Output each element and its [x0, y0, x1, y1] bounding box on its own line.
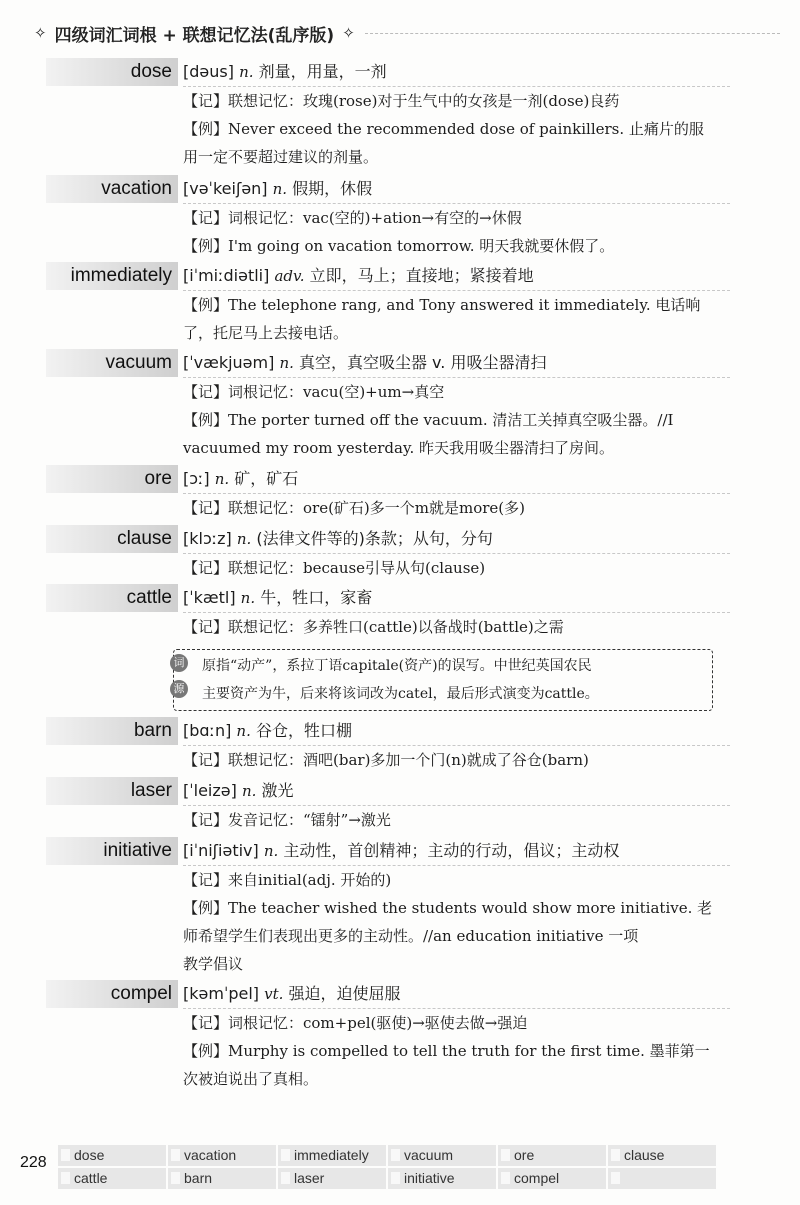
entry-line: 【记】联想记忆：玫瑰(rose)对于生气中的女孩是一剂(dose)良药	[183, 92, 620, 110]
part-of-speech: n.	[263, 842, 279, 860]
vocab-entry	[0, 584, 800, 711]
entry-line: 【例】Murphy is compelled to tell the truth for the first time. 墨菲第一	[183, 1042, 710, 1060]
entry-line: 【记】词根记忆：vac(空的)+ation→有空的→休假	[183, 209, 522, 227]
book-title: 四级词汇词根 + 联想记忆法(乱序版)	[54, 25, 335, 46]
vocab-entry	[0, 58, 800, 171]
part-of-speech: n.	[241, 782, 257, 800]
index-cell: vacuum	[388, 1145, 496, 1166]
vocab-entry	[0, 525, 800, 582]
headword: laser	[46, 777, 178, 805]
word-index	[58, 1145, 716, 1189]
headword: immediately	[46, 262, 178, 290]
part-of-speech: n.	[279, 354, 294, 372]
headword: ore	[46, 465, 178, 493]
meaning: 立即，马上；直接地；紧接着地	[309, 266, 534, 285]
etymology-line: 原指“动产”，系拉丁语capitale(资产)的误写。中世纪英国农民	[202, 658, 592, 674]
phonetic: [iˈniʃiətiv]	[183, 841, 259, 860]
part-of-speech: n.	[240, 589, 256, 607]
entry-line: 【记】联想记忆：酒吧(bar)多加一个门(n)就成了谷仓(barn)	[183, 751, 589, 769]
vocab-entry	[0, 349, 800, 462]
entry-headline	[183, 584, 730, 613]
entry-line: 【例】Never exceed the recommended dose of painkillers. 止痛片的服	[183, 120, 704, 138]
vocab-entry	[0, 777, 800, 834]
entry-line: 【记】词根记忆：vacu(空)+um→真空	[183, 383, 445, 401]
phonetic: [iˈmiːdiətli]	[183, 266, 270, 285]
etymology-line: 主要资产为牛，后来将该词改为catel，最后形式演变为cattle。	[202, 686, 599, 702]
entry-headline	[183, 465, 730, 494]
phonetic: [ˈvækjuəm]	[183, 353, 275, 372]
entry-line: 【记】来自initial(adj. 开始的)	[183, 871, 392, 889]
index-cell: cattle	[58, 1168, 166, 1189]
phonetic: [ˈleizə]	[183, 781, 237, 800]
meaning: 真空，真空吸尘器 v. 用吸尘器清扫	[298, 353, 547, 372]
part-of-speech: n.	[236, 722, 251, 740]
phonetic: [klɔːz]	[183, 529, 232, 548]
index-cell: clause	[608, 1145, 716, 1166]
entry-line: 教学倡议	[183, 955, 244, 973]
meaning: 强迫，迫使屈服	[288, 984, 401, 1003]
vocab-entry	[0, 837, 800, 978]
entry-headline	[183, 262, 730, 291]
index-cell: vacation	[168, 1145, 276, 1166]
entry-line: 【例】The teacher wished the students would show more initiative. 老	[183, 899, 713, 917]
vocab-entry	[0, 175, 800, 260]
part-of-speech: n.	[239, 63, 254, 81]
etymology-box	[173, 649, 713, 711]
meaning: 假期，休假	[292, 179, 373, 198]
phonetic: [ɔː]	[183, 469, 210, 488]
meaning: 主动性，首创精神；主动的行动，倡议；主动权	[283, 841, 620, 860]
index-cell: dose	[58, 1145, 166, 1166]
entry-line: 了，托尼马上去接电话。	[183, 324, 349, 342]
part-of-speech: n.	[236, 530, 252, 548]
header-rule	[365, 33, 780, 34]
entry-line: 【记】发音记忆：“镭射”→激光	[183, 811, 391, 829]
entry-line: 次被迫说出了真相。	[183, 1070, 319, 1088]
phonetic: [bɑːn]	[183, 721, 232, 740]
headword: initiative	[46, 837, 178, 865]
page-header	[34, 18, 780, 48]
entry-line: 【例】I'm going on vacation tomorrow. 明天我就要休假了。	[183, 237, 615, 255]
index-cell	[608, 1168, 716, 1189]
meaning: 剂量，用量，一剂	[258, 62, 387, 81]
diamond-icon: ✧	[34, 24, 47, 42]
vocab-entry	[0, 465, 800, 522]
phonetic: [dəus]	[183, 62, 234, 81]
entry-line: 【记】词根记忆：com+pel(驱使)→驱使去做→强迫	[183, 1014, 528, 1032]
part-of-speech: adv.	[274, 267, 305, 285]
phonetic: [ˈkætl]	[183, 588, 236, 607]
vocab-entry	[0, 717, 800, 774]
headword: cattle	[46, 584, 178, 612]
headword: clause	[46, 525, 178, 553]
meaning: 矿，矿石	[234, 469, 299, 488]
page-number: 228	[20, 1154, 47, 1171]
index-cell: ore	[498, 1145, 606, 1166]
index-cell: immediately	[278, 1145, 386, 1166]
part-of-speech: vt.	[264, 985, 284, 1003]
headword: compel	[46, 980, 178, 1008]
entry-headline	[183, 777, 730, 806]
headword: barn	[46, 717, 178, 745]
entry-line: 【记】联想记忆：because引导从句(clause)	[183, 559, 486, 577]
entry-line: 用一定不要超过建议的剂量。	[183, 148, 379, 166]
entry-headline	[183, 58, 730, 87]
entry-headline	[183, 837, 730, 866]
part-of-speech: n.	[214, 470, 230, 488]
meaning: 牛，牲口，家畜	[260, 588, 373, 607]
diamond-icon: ✧	[342, 24, 355, 42]
phonetic: [vəˈkeiʃən]	[183, 179, 268, 198]
meaning: (法律文件等的)条款；从句，分句	[256, 529, 493, 548]
meaning: 谷仓，牲口棚	[255, 721, 352, 740]
vocab-entry	[0, 262, 800, 347]
entry-line: 【记】联想记忆：多养牲口(cattle)以备战时(battle)之需	[183, 618, 564, 636]
entry-line: vacuumed my room yesterday. 昨天我用吸尘器清扫了房间。	[183, 439, 614, 457]
entry-headline	[183, 349, 730, 378]
part-of-speech: n.	[272, 180, 288, 198]
entry-line: 【例】The telephone rang, and Tony answered it immediately. 电话响	[183, 296, 701, 314]
vocab-entry	[0, 980, 800, 1093]
headword: vacuum	[46, 349, 178, 377]
entry-headline	[183, 525, 730, 554]
etymology-badge: 词	[170, 654, 188, 672]
etymology-badge: 源	[170, 680, 188, 698]
meaning: 激光	[261, 781, 294, 800]
entry-line: 【记】联想记忆：ore(矿石)多一个m就是more(多)	[183, 499, 526, 517]
headword: dose	[46, 58, 178, 86]
entry-line: 师希望学生们表现出更多的主动性。//an education initiative 一项	[183, 927, 639, 945]
entry-headline	[183, 980, 730, 1009]
index-cell: compel	[498, 1168, 606, 1189]
vocabulary-entries	[0, 58, 800, 1093]
index-cell: barn	[168, 1168, 276, 1189]
index-cell: laser	[278, 1168, 386, 1189]
phonetic: [kəmˈpel]	[183, 984, 260, 1003]
entry-headline	[183, 717, 730, 746]
entry-headline	[183, 175, 730, 204]
entry-line: 【例】The porter turned off the vacuum. 清洁工关掉真空吸尘器。//I	[183, 411, 674, 429]
headword: vacation	[46, 175, 178, 203]
index-cell: initiative	[388, 1168, 496, 1189]
